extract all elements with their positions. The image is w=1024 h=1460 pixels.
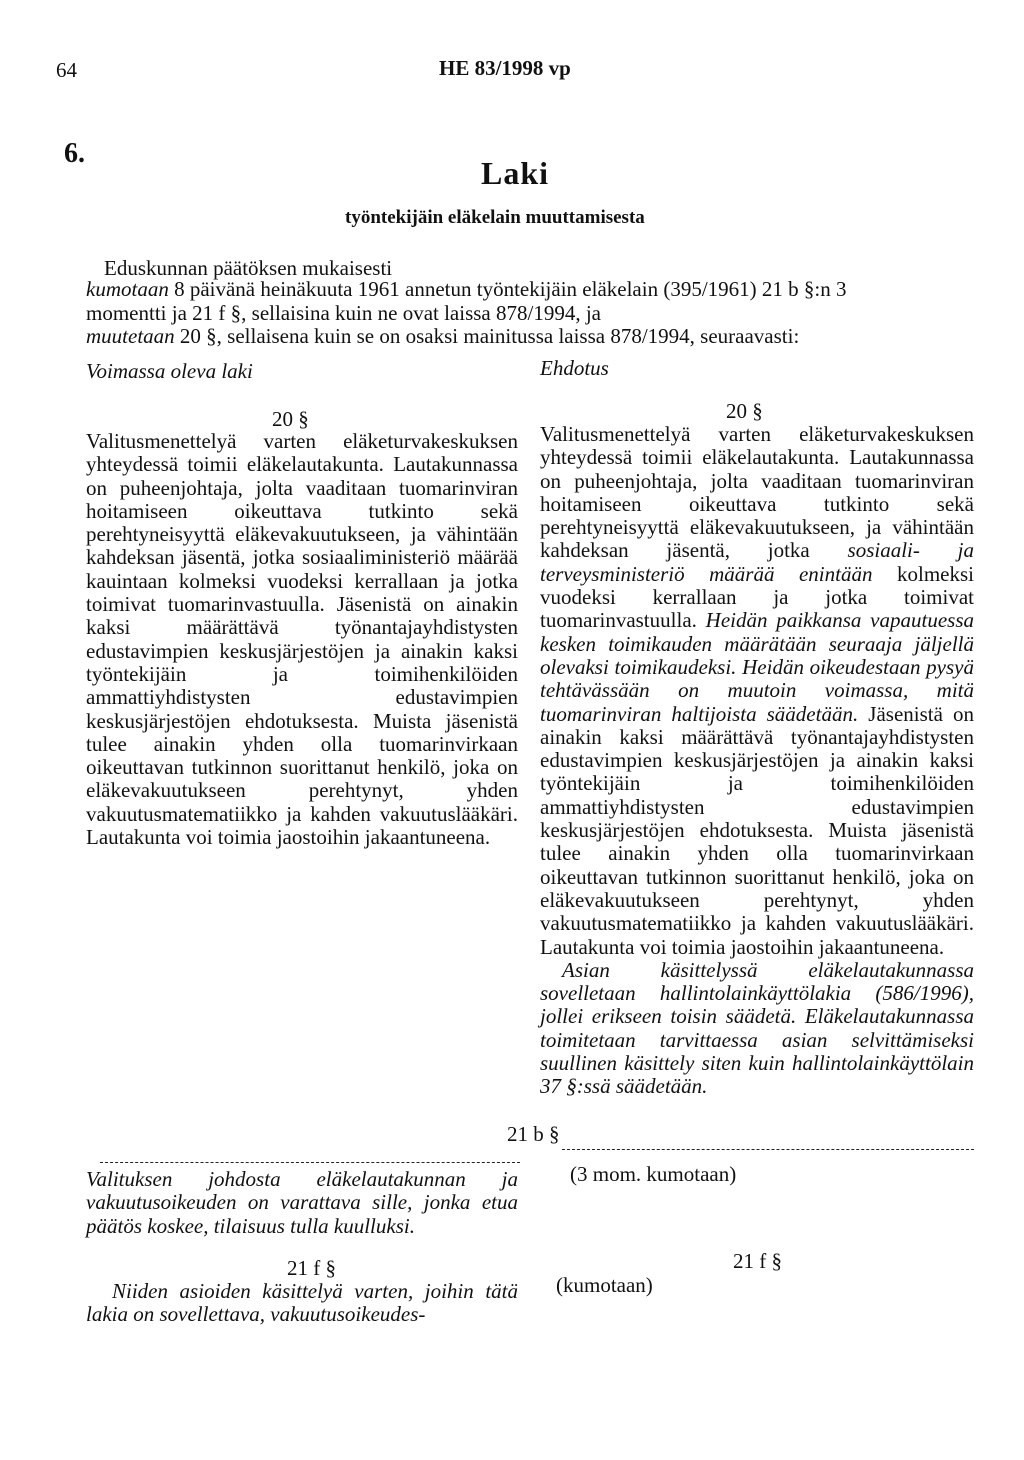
- sec21b-left-text: Valituksen johdosta eläkelautakunnan ja vakuutusoikeuden on varattava sille, jonka etua päätös koskee, tilaisuus tulla kuulluksi.: [86, 1167, 518, 1238]
- sec21f-left-text: Niiden asioiden käsittelyä varten, joihin tätä lakia on sovellettava, vakuutusoikeudes-: [86, 1279, 518, 1327]
- preamble-line-4: [86, 325, 799, 348]
- preamble-line-1: Eduskunnan päätöksen mukaisesti: [104, 256, 393, 280]
- preamble-line-2-text: 8 päivänä heinäkuuta 1961 annetun työntekijäin eläkelain (395/1961) 21 b §:n 3: [168, 277, 847, 301]
- sec21f-right-text: (kumotaan): [556, 1273, 653, 1297]
- preamble-line-3: momentti ja 21 f §, sellaisina kuin ne ovat laissa 878/1994, ja: [86, 301, 601, 325]
- sec20-right-text: [540, 423, 974, 1099]
- law-number: 6.: [64, 138, 85, 169]
- preamble-line-4-text: 20 §, sellaisena kuin se on osaksi mainitussa laissa 878/1994, seuraavasti:: [174, 324, 800, 348]
- sec21b-right-text: (3 mom. kumotaan): [570, 1162, 737, 1186]
- sec20-right-text-2: Asian käsittelyssä eläkelautakunnassa sovelletaan hallintolainkäyttölakia (586/1996), jollei erikseen toisin säädetä. Eläkelautakunnassa toimitetaan tarvittaessa asian selvittämiseksi suullinen käsittely siten kuin hallintolainkäyttölain 37 §:ssä säädetään.: [540, 957, 974, 1099]
- dashed-rule-right: [562, 1149, 974, 1150]
- right-column-heading: Ehdotus: [540, 356, 609, 380]
- sec21f-right-title: 21 f §: [733, 1249, 782, 1273]
- preamble-line-2: [86, 278, 847, 301]
- sec20-left-text: Valitusmenettelyä varten eläketurvakeskuksen yhteydessä toimii eläkelautakunta. Lautakunnassa on puheenjohtaja, jolta vaaditaan tuomarinviran hoitamiseen oikeuttava tutkinto sekä perehtyneisyyttä eläkevakuutukseen, ja vähintään kahdeksan jäsentä, jotka sosiaaliministeriö määrää kauintaan kolmeksi vuodeksi kerrallaan ja jotka toimivat tuomarinvastuulla. Jäsenistä on ainakin kaksi määrättävä työnantajayhdistysten edustavimpien keskusjärjestöjen ja ainakin kaksi työntekijäin ja toimihenkilöiden ammattiyhdistysten edustavimpien keskusjärjestöjen ehdotuksesta. Muista jäsenistä tulee ainakin yhden olla tuomarinvirkaan oikeuttavan tutkinnon suorittanut henkilö, joka on eläkevakuutukseen perehtynyt, yhden vakuutusmatematiikko ja kahden vakuutuslääkäri. Lautakunta voi toimia jaostoihin jakaantuneena.: [86, 429, 518, 850]
- sec20-right-text-b: sosiaali- ja terveysministeriö määrää enintään: [540, 538, 974, 586]
- sec20-right-title: 20 §: [726, 399, 763, 423]
- sec21b-title: 21 b §: [507, 1122, 560, 1146]
- sec20-right-text-c: kolmeksi vuodeksi kerrallaan ja jotka toimivat tuomarinvastuulla.: [540, 561, 974, 633]
- sec21f-left-title: 21 f §: [287, 1256, 336, 1280]
- law-title: Laki: [481, 155, 550, 191]
- sec20-right-text-e: Jäsenistä on ainakin kaksi määrättävä työnantajayhdistysten edustavimpien keskusjärjestöjen ja ainakin kaksi työntekijäin ja toimihenkilöiden ammattiyhdistysten edustavimpien keskusjärjestöjen ehdotuksesta. Muista jäsenistä tulee ainakin yhden olla tuomarinvirkaan oikeuttavan tutkinnon suorittanut henkilö, joka on eläkevakuutukseen perehtynyt, yhden vakuutusmatematiikko ja kahden vakuutuslääkäri. Lautakunta voi toimia jaostoihin jakaantuneena.: [540, 701, 974, 959]
- law-subtitle: työntekijäin eläkelain muuttamisesta: [345, 207, 645, 228]
- preamble-kumotaan: kumotaan: [86, 277, 169, 301]
- sec20-right-text-d: Heidän paikkansa vapautuessa kesken toimikauden määrätään seuraaja jäljellä olevaksi toimikaudeksi. Heidän oikeudestaan pysyä tehtävässään on muutoin voimassa, mitä tuomarinviran haltijoista säädetään.: [540, 608, 974, 726]
- sec20-right-text-a: Valitusmenettelyä varten eläketurvakeskuksen yhteydessä toimii eläkelautakunta. Lautakunnassa on puheenjohtaja, jolta vaaditaan tuomarinviran hoitamiseen oikeuttava tutkinto sekä perehtyneisyyttä eläkevakuutukseen, ja vähintään kahdeksan jäsentä, jotka: [540, 422, 974, 563]
- document-id: HE 83/1998 vp: [439, 56, 571, 80]
- page-number: 64: [56, 58, 77, 82]
- sec20-left-title: 20 §: [272, 407, 309, 431]
- preamble-muutetaan: muutetaan: [86, 324, 175, 348]
- left-column-heading: Voimassa oleva laki: [86, 359, 253, 383]
- dashed-rule-left: [100, 1162, 520, 1163]
